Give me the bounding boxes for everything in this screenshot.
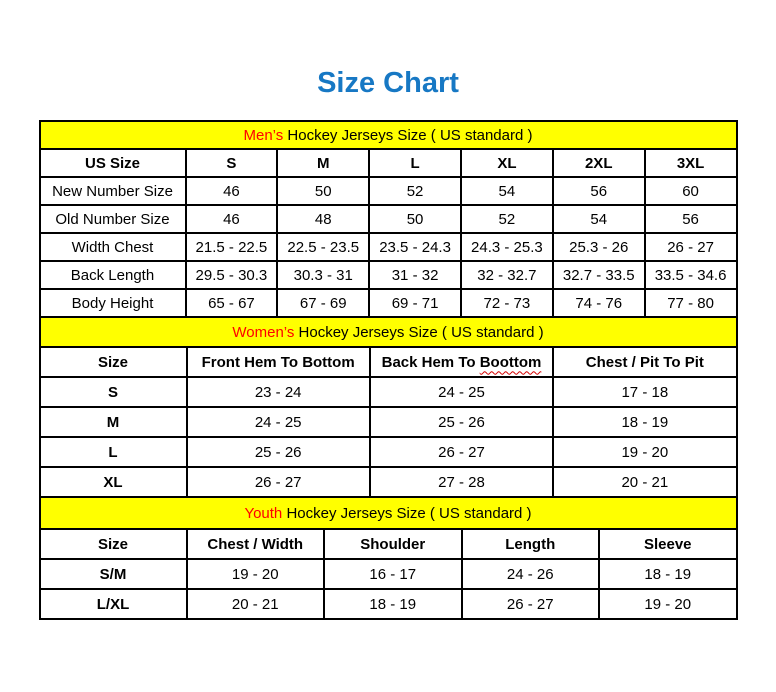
size-cell: 26 - 27 [187,467,370,497]
womens-title-rest: Hockey Jerseys Size ( US standard ) [294,323,544,341]
table-row [40,177,737,205]
table-row [40,233,737,261]
table-row [40,559,737,589]
table-row [40,261,737,289]
column-header: Front Hem To Bottom [187,347,370,377]
size-cell: 23 - 24 [187,377,370,407]
column-header: US Size [40,149,186,177]
size-cell: 52 [461,205,553,233]
youth-band-row [40,497,737,529]
size-cell: 25 - 26 [370,407,553,437]
size-cell: 26 - 27 [462,589,600,619]
size-cell: 20 - 21 [553,467,736,497]
womens-band-row [40,317,737,347]
size-cell: 77 - 80 [645,289,737,317]
size-cell: 74 - 76 [553,289,645,317]
size-cell: 25 - 26 [187,437,370,467]
page-title: Size Chart [317,67,459,99]
size-cell: 19 - 20 [553,437,736,467]
table-row [40,205,737,233]
womens-table-title [40,317,737,347]
mens-title-accent: Men’s [243,126,284,144]
size-cell: 24 - 26 [462,559,600,589]
row-label: S/M [40,559,187,589]
size-cell: 56 [645,205,737,233]
size-cell: 65 - 67 [186,289,278,317]
size-cell: 54 [553,205,645,233]
column-header: Size [40,347,187,377]
column-header: XL [461,149,553,177]
youth-column-header-row [40,529,737,559]
table-row [40,407,737,437]
row-label: New Number Size [40,177,186,205]
column-header: Chest / Width [187,529,325,559]
youth-table-title [40,497,737,529]
size-cell: 26 - 27 [370,437,553,467]
size-cell: 22.5 - 23.5 [277,233,369,261]
size-cell: 60 [645,177,737,205]
row-label: M [40,407,187,437]
size-cell: 18 - 19 [324,589,462,619]
size-cell: 56 [553,177,645,205]
size-cell: 18 - 19 [553,407,736,437]
youth-title-rest: Hockey Jerseys Size ( US standard ) [282,504,532,522]
size-cell: 29.5 - 30.3 [186,261,278,289]
column-header: M [277,149,369,177]
row-label: Back Length [40,261,186,289]
table-row [40,437,737,467]
size-cell: 19 - 20 [187,559,325,589]
size-cell: 16 - 17 [324,559,462,589]
size-cell: 25.3 - 26 [553,233,645,261]
size-cell: 50 [369,205,461,233]
size-cell: 48 [277,205,369,233]
size-cell: 23.5 - 24.3 [369,233,461,261]
size-cell: 26 - 27 [645,233,737,261]
column-header: Length [462,529,600,559]
mens-title-rest: Hockey Jerseys Size ( US standard ) [283,126,533,144]
column-header-text: Back Hem To [381,353,480,371]
womens-size-table [39,316,738,498]
size-cell: 18 - 19 [599,559,737,589]
size-tables [39,120,738,620]
column-header [370,347,553,377]
row-label: L [40,437,187,467]
mens-table-title [40,121,737,149]
size-cell: 27 - 28 [370,467,553,497]
column-header: 2XL [553,149,645,177]
column-header: Chest / Pit To Pit [553,347,736,377]
size-cell: 50 [277,177,369,205]
row-label: Body Height [40,289,186,317]
size-cell: 52 [369,177,461,205]
womens-title-accent: Women’s [232,323,295,341]
size-cell: 24 - 25 [187,407,370,437]
column-header: 3XL [645,149,737,177]
size-cell: 31 - 32 [369,261,461,289]
size-cell: 67 - 69 [277,289,369,317]
size-cell: 72 - 73 [461,289,553,317]
size-cell: 32 - 32.7 [461,261,553,289]
table-row [40,289,737,317]
size-cell: 30.3 - 31 [277,261,369,289]
size-cell: 69 - 71 [369,289,461,317]
row-label: Width Chest [40,233,186,261]
mens-band-row [40,121,737,149]
youth-title-accent: Youth [244,504,283,522]
size-cell: 21.5 - 22.5 [186,233,278,261]
row-label: L/XL [40,589,187,619]
size-cell: 24.3 - 25.3 [461,233,553,261]
size-cell: 24 - 25 [370,377,553,407]
table-row [40,589,737,619]
column-header: Sleeve [599,529,737,559]
womens-column-header-row [40,347,737,377]
size-cell: 46 [186,177,278,205]
size-cell: 54 [461,177,553,205]
column-header: Shoulder [324,529,462,559]
youth-size-table [39,496,738,620]
column-header: Size [40,529,187,559]
size-cell: 33.5 - 34.6 [645,261,737,289]
column-header: S [186,149,278,177]
size-cell: 19 - 20 [599,589,737,619]
row-label: Old Number Size [40,205,186,233]
misspelled-word: Boottom [479,353,542,371]
table-row [40,377,737,407]
mens-size-table [39,120,738,318]
size-cell: 46 [186,205,278,233]
size-cell: 17 - 18 [553,377,736,407]
table-row [40,467,737,497]
mens-column-header-row [40,149,737,177]
size-cell: 32.7 - 33.5 [553,261,645,289]
size-cell: 20 - 21 [187,589,325,619]
row-label: S [40,377,187,407]
column-header: L [369,149,461,177]
row-label: XL [40,467,187,497]
